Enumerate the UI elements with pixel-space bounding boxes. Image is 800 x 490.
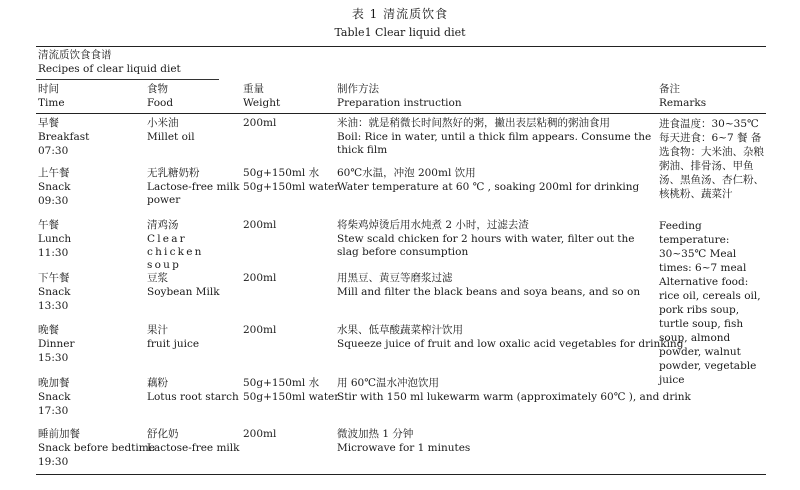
header-prep-cn: 制作方法 [337,83,379,95]
row-prep-en: Stir with 150 ml lukewarm warm (approximately 60℃ ), and drink [337,391,691,403]
row-weight-en: 50g+150ml water [243,391,340,403]
row-food-en: Clear chicken soup [147,233,204,271]
row-food-cn: 果汁 [147,324,168,336]
row-time-cn: 上午餐 [38,167,70,179]
row-prep-en: Squeeze juice of fruit and low oxalic acid vegetables for drinking [337,338,684,350]
row-prep-en: Water temperature at 60 ℃ , soaking 200ml for drinking [337,181,640,193]
row-time-clock: 07:30 [38,145,69,157]
row-time-en: Lunch [38,233,72,245]
row-prep-cn: 水果、低草酸蔬菜榨汁饮用 [337,324,463,336]
row-time-clock: 11:30 [38,247,69,259]
row-food-en: fruit juice [147,338,200,350]
row-time-clock: 15:30 [38,352,69,364]
row-time-en: Snack before bedtime [38,442,155,454]
row-food-cn: 藕粉 [147,377,168,389]
row-food-en: Soybean Milk [147,286,220,298]
row-prep-cn: 米油：就是稍微长时间熬好的粥，撇出表层粘稠的粥油食用 [337,117,610,129]
row-food-en: Lotus root starch [147,391,239,403]
row-food-en: Lactose-free milk power [147,181,240,206]
section-title-en: Recipes of clear liquid diet [38,63,181,75]
row-food-en: Millet oil [147,131,195,143]
row-weight-cn: 50g+150ml 水 [243,167,320,179]
row-time-clock: 17:30 [38,405,69,417]
row-time-clock: 19:30 [38,456,69,468]
row-time-en: Snack [38,391,71,403]
header-time-cn: 时间 [38,83,59,95]
header-food-cn: 食物 [147,83,168,95]
row-time-en: Snack [38,181,71,193]
header-prep-en: Preparation instruction [337,97,462,109]
row-time-en: Snack [38,286,71,298]
section-title-cn: 清流质饮食食谱 [38,49,112,61]
row-food-cn: 豆浆 [147,272,168,284]
row-weight: 200ml [243,428,277,440]
row-time-cn: 午餐 [38,219,59,231]
row-time-cn: 早餐 [38,117,59,129]
row-weight-cn: 50g+150ml 水 [243,377,320,389]
row-weight: 200ml [243,117,277,129]
row-time-en: Breakfast [38,131,90,143]
row-time-clock: 13:30 [38,300,69,312]
row-weight: 200ml [243,219,277,231]
row-time-cn: 睡前加餐 [38,428,80,440]
row-food-cn: 无乳糖奶粉 [147,167,200,179]
row-time-cn: 晚加餐 [38,377,70,389]
row-food-cn: 清鸡汤 [147,219,179,231]
row-weight: 200ml [243,272,277,284]
row-prep-cn: 用黑豆、黄豆等磨浆过滤 [337,272,453,284]
row-weight: 200ml [243,324,277,336]
header-food-en: Food [147,97,174,109]
row-prep-cn: 60℃水温，冲泡 200ml 饮用 [337,167,476,179]
row-time-clock: 09:30 [38,195,69,207]
header-remarks-cn: 备注 [659,83,680,95]
row-prep-en: Boil: Rice in water, until a thick film appears. Consume the thick film [337,131,652,156]
remarks-en: Feeding temperature: 30~35℃ Meal times: 6~7 meal Alternative food: rice oil, cereals oil, pork ribs soup, turtle soup, fish soup, almond powder, walnut powder, vegetable juice [659,220,761,386]
row-prep-cn: 用 60℃温水冲泡饮用 [337,377,439,389]
table-caption-en: Table1 Clear liquid diet [334,26,466,39]
header-remarks-en: Remarks [659,97,707,109]
row-time-cn: 下午餐 [38,272,70,284]
row-food-cn: 小米油 [147,117,179,129]
remarks-cn: 进食温度：30~35℃ 每天进食：6~7 餐 备选食物：大米油、杂粮粥油、排骨汤、甲鱼汤、黑鱼汤、杏仁粉、核桃粉、蔬菜汁 [659,118,764,200]
row-weight-en: 50g+150ml water [243,181,340,193]
row-prep-cn: 微波加热 1 分钟 [337,428,414,440]
top-rule [36,46,766,47]
bottom-rule [36,474,766,475]
row-prep-en: Microwave for 1 minutes [337,442,471,454]
section-rule [36,79,219,80]
row-food-en: Lactose-free milk [147,442,240,454]
row-time-en: Dinner [38,338,75,350]
row-time-cn: 晚餐 [38,324,59,336]
row-prep-cn: 将柴鸡焯烫后用水炖煮 2 小时，过滤去渣 [337,219,529,231]
row-prep-en: Stew scald chicken for 2 hours with water, filter out the slag before consumption [337,233,635,258]
row-food-cn: 舒化奶 [147,428,179,440]
header-rule [36,113,766,114]
row-prep-en: Mill and filter the black beans and soya beans, and so on [337,286,641,298]
header-weight-cn: 重量 [243,83,264,95]
table-caption-cn: 表 1 清流质饮食 [351,7,449,21]
header-weight-en: Weight [243,97,281,109]
header-time-en: Time [38,97,65,109]
